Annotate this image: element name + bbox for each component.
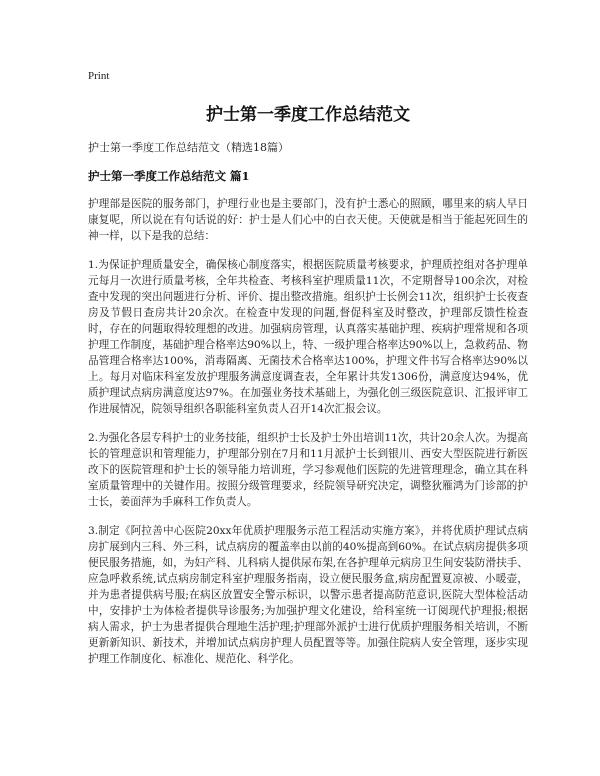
document-title: 护士第一季度工作总结范文 [206,105,410,125]
intro-paragraph: 护理部是医院的服务部门，护理行业也是主要部门，没有护士悉心的照顾，哪里来的病人早日康复呢，所以说在有句话说的好：护士是人们心中的白衣天使。天使就是相当于能起死回生的神一样，以下是我的总结： [88,198,528,242]
section-heading: 护士第一季度工作总结范文 篇1 [88,169,250,183]
document-subtitle: 护士第一季度工作总结范文（精选18篇） [88,141,289,154]
quality-paragraph: 1.为保证护理质量安全，确保核心制度落实，根据医院质量考核要求，护理质控组对各护理单元每月一次进行质量考核，全年共检查、考核科室护理质量11次，不定期督导100余次，对检查中发现的突出问题进行分析、评价、提出整改措施。组织护士长例会11次，组织护士长夜查房及节假日查房共计20余次。在检查中发现的问题,督促科室及时整改，护理部反馈性检查时，存在的问题取得较理想的改进。加强病房管理，认真落实基础护理、疾病护理常规和各项护理工作制度，基础护理合格率达90%以上，特、一级护理合格率达90%以上，急救药品、物品管理合格率达100%，消毒隔离、无菌技术合格率达100%，护理文件书写合格率达90%以上。每月对临床科室发放护理服务满意度调查表，全年累计共发1306份，满意度达94%，优质护理试点病房满意度达97%。在加强业务技术基础上，为强化创三级医院意识、汇报评审工作进展情况，院领导组织各职能科室负责人召开14次汇报会议。 [88,259,528,415]
training-paragraph: 2.为强化各层专科护士的业务技能，组织护士长及护士外出培训11次，共计20余人次。为提高长的管理意识和管理能力，护理部分别在7月和11月派护士长到银川、西安大型医院进行新医改下的医院管理和护士长的领导能力培训班，学习参观他们医院的先进管理理念，确立其在科室质量管理中的关键作用。按照分级管理要求，经院领导研究决定，调整狄雁鸿为门诊部的护士长，姜面萍为手麻科工作负责人。 [88,432,528,508]
document-page [88,70,528,680]
service-paragraph: 3.制定《阿拉善中心医院20xx年优质护理服务示范工程活动实施方案》，并将优质护理试点病房扩展到内三科、外三科，试点病房的覆盖率由以前的40%提高到60%。在试点病房提供多项便民服务措施，如，为妇产科、儿科病人提供尿布架,在各护理单元病房卫生间安装防滑扶手、应急呼救系统,试点病房制定科室护理服务指南，设立便民服务盒,病房配置夏凉被、小暖壶，并为患者提供病号服;在病区放置安全警示标识，以警示患者提高防范意识,医院大型体检活动中，安排护士为体检者提供导诊服务;为加强护理文化建设，给科室统一订阅现代护理报;根据病人需求，护士为患者提供合理地生活护理;护理部外派护士进行优质护理服务相关培训，不断更新新知识、新技术，并增加试点病房护理人员配置等等。加强住院病人安全管理，逐步实现护理工作制度化、标准化、规范化、科学化。 [88,525,528,665]
print-link[interactable]: Print [88,70,110,82]
